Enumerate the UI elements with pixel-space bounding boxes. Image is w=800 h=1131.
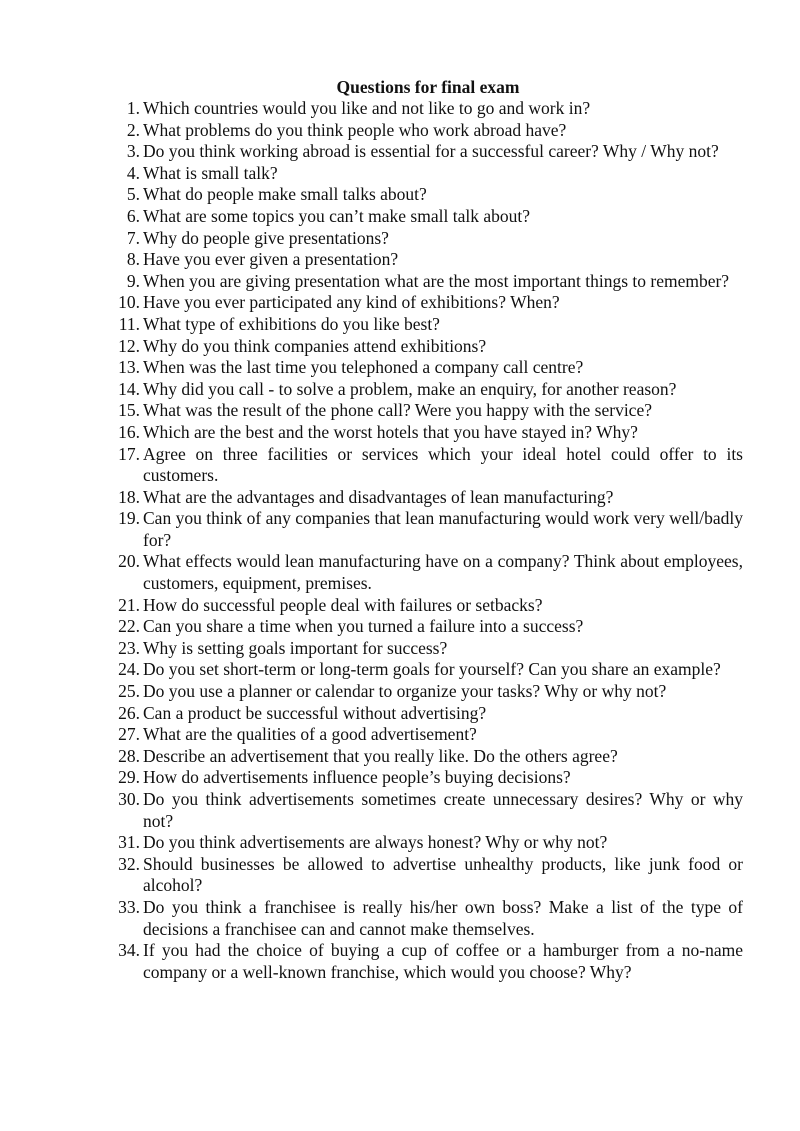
question-item — [100, 724, 743, 746]
question-number: 33. — [118, 896, 140, 917]
question-item — [100, 120, 743, 142]
question-list — [100, 98, 743, 983]
question-text: What type of exhibitions do you like best? — [143, 313, 440, 334]
question-item — [100, 595, 743, 617]
question-number: 27. — [118, 724, 140, 745]
question-text: Do you think advertisements are always honest? Why or why not? — [143, 832, 608, 853]
question-number: 16. — [118, 421, 140, 442]
question-text: Why do people give presentations? — [143, 227, 389, 248]
question-item — [100, 551, 743, 594]
question-item — [100, 746, 743, 768]
question-number: 12. — [118, 335, 140, 356]
question-number: 8. — [126, 249, 140, 270]
question-item — [100, 163, 743, 185]
question-number: 7. — [126, 227, 140, 248]
question-number: 19. — [118, 508, 140, 529]
question-number: 32. — [118, 853, 140, 874]
question-text: Do you set short-term or long-term goals for yourself? Can you share an example? — [143, 659, 721, 680]
question-number: 1. — [126, 98, 140, 118]
question-number: 24. — [118, 659, 140, 680]
question-number: 20. — [118, 551, 140, 572]
question-item — [100, 249, 743, 271]
question-number: 15. — [118, 400, 140, 421]
question-number: 23. — [118, 637, 140, 658]
question-number: 26. — [118, 702, 140, 723]
question-item — [100, 508, 743, 551]
question-text: What are the advantages and disadvantages of lean manufacturing? — [143, 486, 614, 507]
question-item — [100, 854, 743, 897]
question-number: 10. — [118, 292, 140, 313]
question-number: 25. — [118, 681, 140, 702]
question-number: 3. — [126, 141, 140, 162]
question-item — [100, 832, 743, 854]
question-text: What are the qualities of a good advertisement? — [143, 724, 477, 745]
question-number: 30. — [118, 789, 140, 809]
question-number: 34. — [118, 940, 140, 961]
question-item — [100, 897, 743, 940]
question-number: 31. — [118, 832, 140, 853]
question-item — [100, 616, 743, 638]
question-item — [100, 314, 743, 336]
question-text: Which countries would you like and not like to go and work in? — [143, 98, 591, 118]
question-item — [100, 357, 743, 379]
question-text: Why did you call - to solve a problem, make an enquiry, for another reason? — [143, 378, 677, 399]
question-item — [100, 444, 743, 487]
question-number: 9. — [126, 270, 140, 291]
question-item — [100, 422, 743, 444]
question-item — [100, 940, 743, 983]
question-text: Should businesses be allowed to advertise unhealthy products, like junk food or alcohol? — [143, 853, 743, 896]
question-number: 4. — [126, 162, 140, 183]
question-text: What are some topics you can’t make small talk about? — [143, 205, 530, 226]
question-item — [100, 703, 743, 725]
question-number: 22. — [118, 616, 140, 637]
question-text: Why do you think companies attend exhibitions? — [143, 335, 487, 356]
question-text: Can a product be successful without advertising? — [143, 702, 487, 723]
question-number: 17. — [118, 443, 140, 464]
question-text: What do people make small talks about? — [143, 184, 427, 205]
question-item — [100, 292, 743, 314]
question-text: What was the result of the phone call? Were you happy with the service? — [143, 400, 652, 421]
question-number: 11. — [118, 313, 140, 334]
question-text: When was the last time you telephoned a company call centre? — [143, 357, 584, 378]
question-item — [100, 638, 743, 660]
question-text: Which are the best and the worst hotels that you have stayed in? Why? — [143, 421, 638, 442]
question-item — [100, 767, 743, 789]
question-text: Have you ever participated any kind of exhibitions? When? — [143, 292, 560, 313]
question-text: If you had the choice of buying a cup of coffee or a hamburger from a no-name company or a well-known franchise, which would you choose? Why? — [143, 940, 743, 982]
question-number: 2. — [126, 119, 140, 140]
question-text: What is small talk? — [143, 162, 278, 183]
question-text: Agree on three facilities or services which your ideal hotel could offer to its customers. — [143, 443, 743, 486]
question-text: Do you think a franchisee is really his/her own boss? Make a list of the type of decisions a franchisee can and cannot make themselves. — [143, 896, 743, 939]
question-text: What problems do you think people who work abroad have? — [143, 119, 567, 140]
question-item — [100, 206, 743, 228]
question-number: 21. — [118, 594, 140, 615]
question-text: Have you ever given a presentation? — [143, 249, 399, 270]
question-number: 13. — [118, 357, 140, 378]
question-text: Can you share a time when you turned a failure into a success? — [143, 616, 584, 637]
question-text: How do advertisements influence people’s buying decisions? — [143, 767, 571, 788]
question-number: 18. — [118, 486, 140, 507]
question-item — [100, 789, 743, 832]
page-title: Questions for final exam — [336, 77, 520, 97]
question-text: When you are giving presentation what are the most important things to remember? — [143, 270, 730, 291]
question-item — [100, 98, 743, 120]
question-text: Do you think advertisements sometimes create unnecessary desires? Why or why not? — [143, 789, 743, 831]
question-item — [100, 228, 743, 250]
question-item — [100, 487, 743, 509]
question-number: 14. — [118, 378, 140, 399]
question-text: Do you think working abroad is essential for a successful career? Why / Why not? — [143, 141, 719, 162]
question-item — [100, 271, 743, 293]
question-number: 28. — [118, 745, 140, 766]
question-text: Do you use a planner or calendar to organize your tasks? Why or why not? — [143, 681, 667, 702]
question-number: 29. — [118, 767, 140, 788]
question-item — [100, 141, 743, 163]
question-item — [100, 400, 743, 422]
question-item — [100, 379, 743, 401]
question-text: Can you think of any companies that lean manufacturing would work very well/badly for? — [143, 508, 743, 550]
question-item — [100, 184, 743, 206]
question-text: How do successful people deal with failures or setbacks? — [143, 594, 543, 615]
question-text: Why is setting goals important for success? — [143, 637, 448, 658]
question-text: Describe an advertisement that you really like. Do the others agree? — [143, 745, 618, 766]
question-text: What effects would lean manufacturing have on a company? Think about employees, customers, equipment, premises. — [143, 551, 743, 594]
question-number: 5. — [126, 184, 140, 205]
question-item — [100, 336, 743, 358]
question-number: 6. — [126, 205, 140, 226]
question-item — [100, 681, 743, 703]
question-item — [100, 659, 743, 681]
